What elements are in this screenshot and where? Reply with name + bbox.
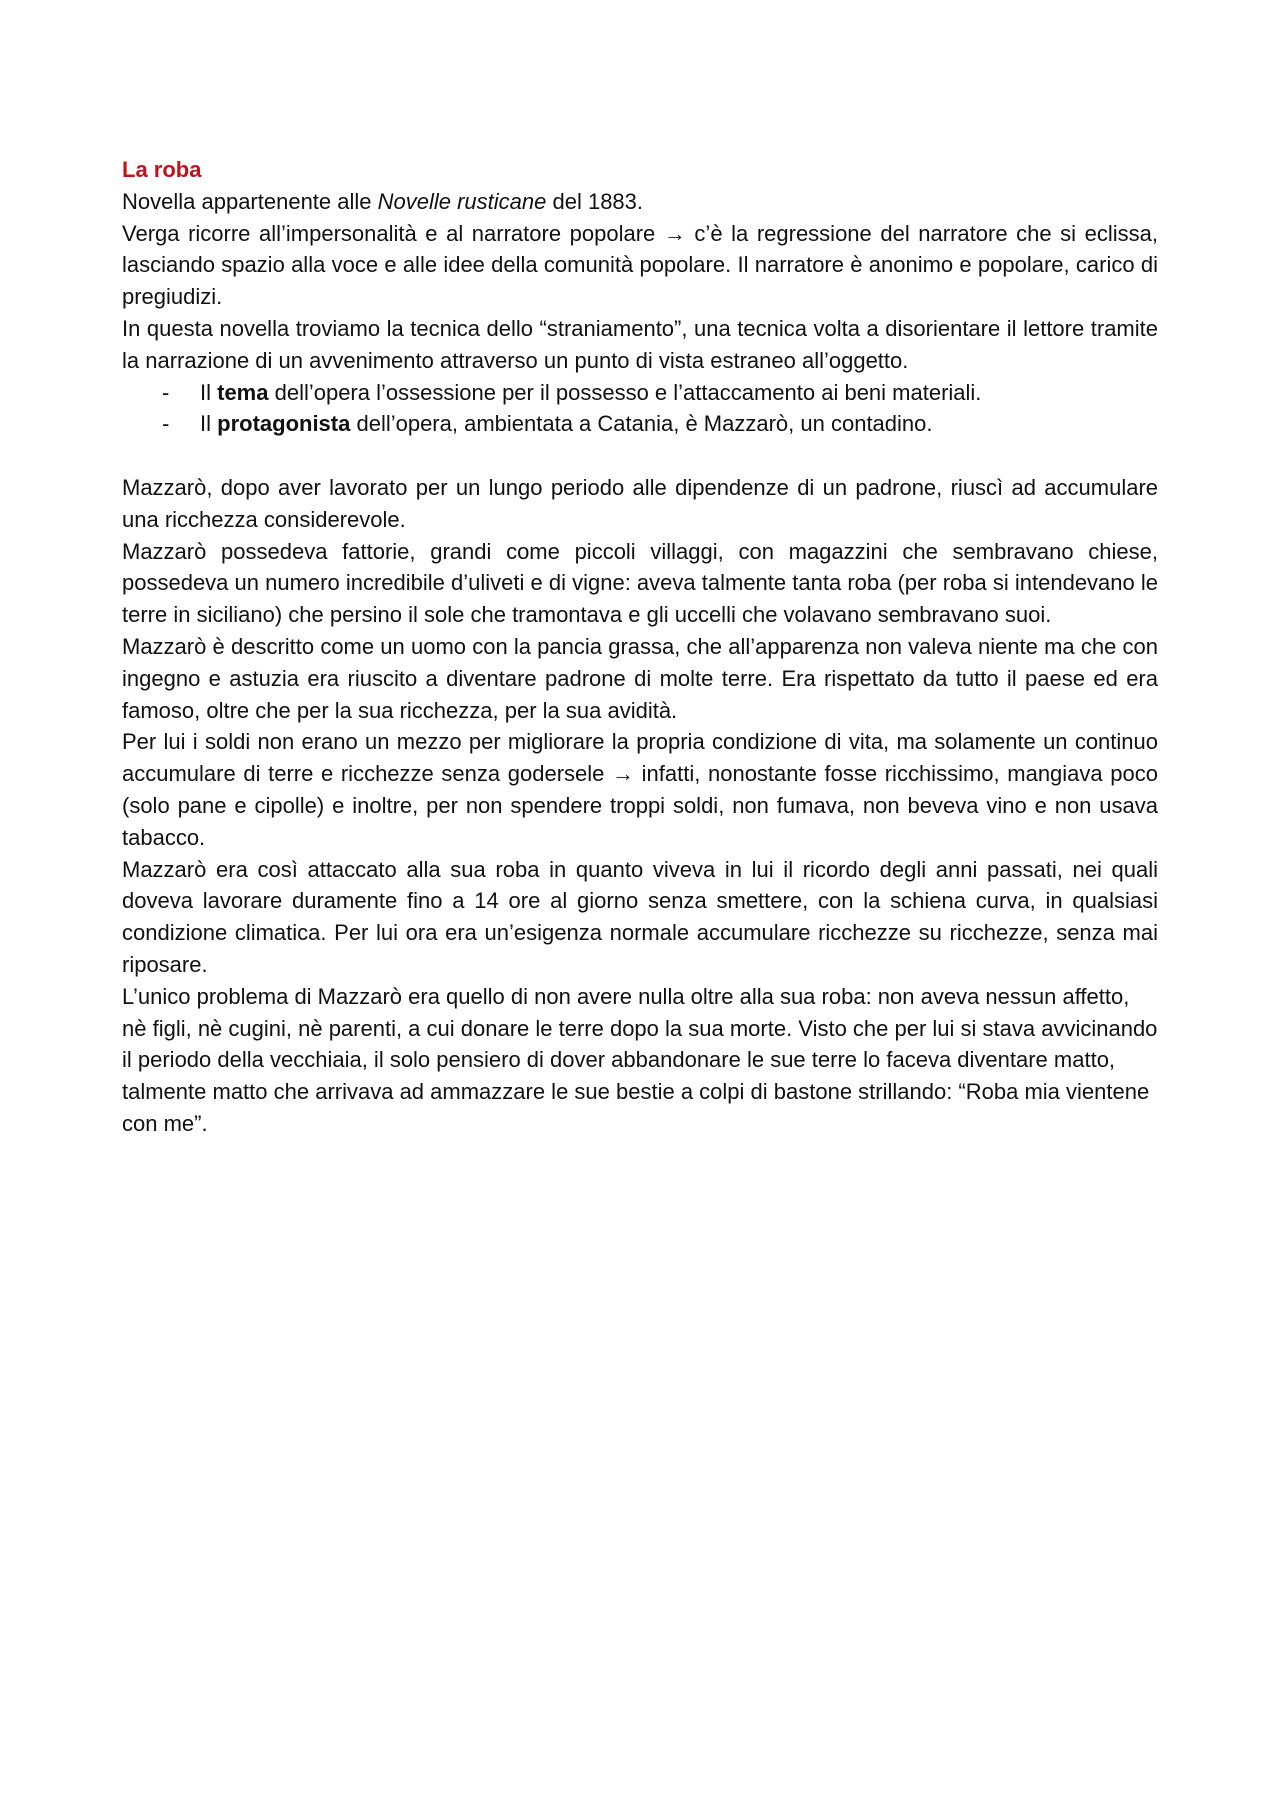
list-item-theme [122, 377, 1158, 409]
blank-line [122, 440, 1158, 472]
intro-year-text: del 1883. [546, 188, 644, 214]
body-paragraph: Mazzarò era così attaccato alla sua roba in quanto viveva in lui il ricordo degli anni passati, nei quali doveva lavorare duramente fino a 14 ore al giorno senza smettere, con la schiena curva, in qualsiasi condizione climatica. Per lui ora era un’esigenza normale accumulare ricchezze su ricchezze, senza mai riposare. [122, 856, 1158, 977]
list-dash: - [162, 411, 170, 437]
intro-text: Novella appartenente alle [122, 188, 378, 214]
list-item-text: dell’opera l’ossessione per il possesso e l’attaccamento ai beni materiali. [268, 379, 982, 405]
document-body [122, 154, 1158, 1140]
body-paragraph: Mazzarò, dopo aver lavorato per un lungo periodo alle dipendenze di un padrone, riuscì ad accumulare una ricchezza considerevole. [122, 474, 1158, 532]
body-paragraph: Per lui i soldi non erano un mezzo per migliorare la propria condizione di vita, ma solamente un continuo accumulare di terre e ricchezze senza godersele → infatti, nonostante fosse ricchissimo, mangiava poco (solo pane e cipolle) e inoltre, per non spendere troppi soldi, non fumava, non beveva vino e non usava tabacco. [122, 729, 1158, 850]
list-item-keyword: protagonista [217, 411, 351, 437]
list-item-prefix: Il [200, 411, 218, 437]
list-item-text: dell’opera, ambientata a Catania, è Mazzarò, un contadino. [350, 411, 933, 437]
body-paragraph: Mazzarò è descritto come un uomo con la pancia grassa, che all’apparenza non valeva niente ma che con ingegno e astuzia era riuscito a diventare padrone di molte terre. Era rispettato da tutto il paese ed era famoso, oltre che per la sua ricchezza, per la sua avidità. [122, 633, 1158, 723]
list-dash: - [162, 379, 170, 405]
key-points-list [122, 377, 1158, 441]
list-item-keyword: tema [217, 379, 269, 405]
body-paragraph: Mazzarò possedeva fattorie, grandi come piccoli villaggi, con magazzini che sembravano chiese, possedeva un numero incredibile d’uliveti e di vigne: aveva talmente tanta roba (per roba si intendevano le terre in siciliano) che persino il sole che tramontava e gli uccelli che volavano sembravano suoi. [122, 538, 1158, 628]
body-paragraph: L’unico problema di Mazzarò era quello di non avere nulla oltre alla sua roba: non aveva nessun affetto, nè figli, nè cugini, nè parenti, a cui donare le terre dopo la sua morte. Visto che per lui si stava avvicinando il periodo della vecchiaia, il solo pensiero di dover abbandonare le sue terre lo faceva diventare matto, talmente matto che arrivava ad ammazzare le sue bestie a colpi di bastone strillando: “Roba mia vientene con me”. [122, 983, 1158, 1136]
list-item-prefix: Il [200, 379, 218, 405]
intro-paragraph [122, 186, 1158, 218]
narrator-paragraph: Verga ricorre all’impersonalità e al narratore popolare → c’è la regressione del narratore che si eclissa, lasciando spazio alla voce e alle idee della comunità popolare. Il narratore è anonimo e popolare, carico di pregiudizi. [122, 220, 1158, 310]
list-item-protagonist [122, 408, 1158, 440]
document-title: La roba [122, 157, 202, 182]
technique-paragraph: In questa novella troviamo la tecnica dello “straniamento”, una tecnica volta a disorientare il lettore tramite la narrazione di un avvenimento attraverso un punto di vista estraneo all’oggetto. [122, 315, 1158, 373]
intro-book-title: Novelle rusticane [377, 188, 547, 214]
